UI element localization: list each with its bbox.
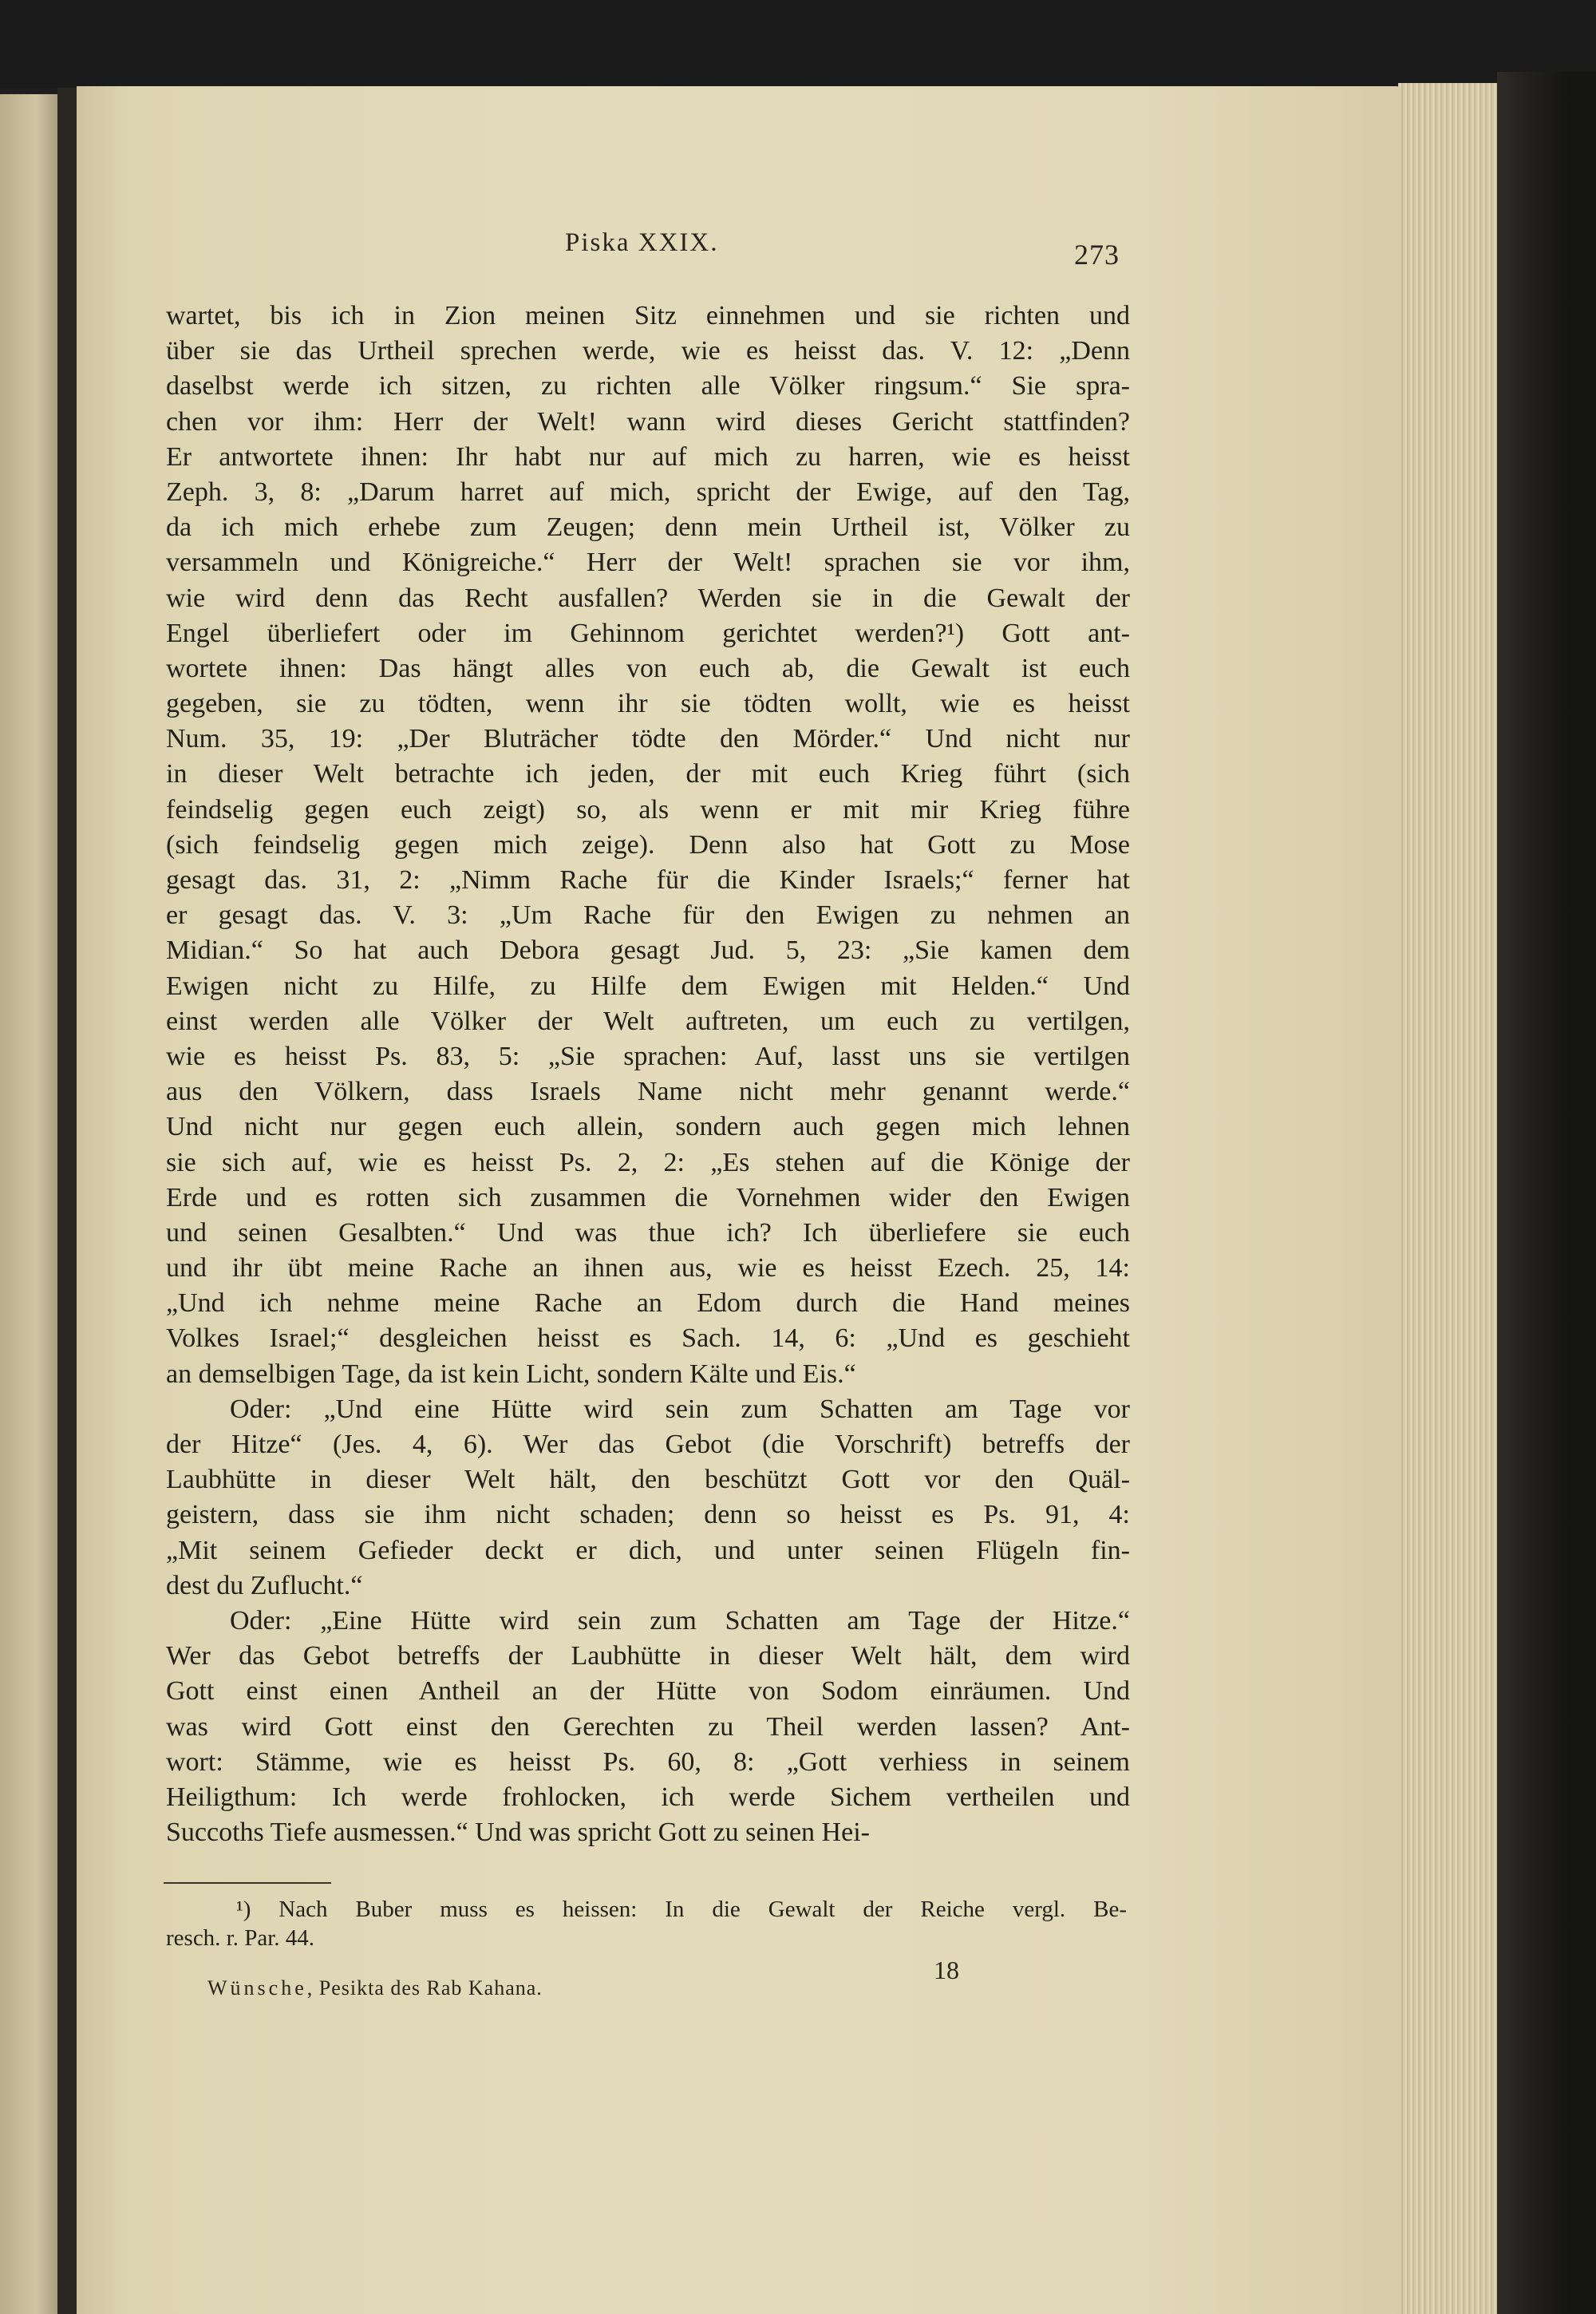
background bbox=[0, 0, 1596, 88]
text-line: Und nicht nur gegen euch allein, sondern auch gegen mich lehnen bbox=[166, 1112, 1130, 1142]
sheet-number: 18 bbox=[934, 1956, 959, 1984]
text-line: versammeln und Königreiche.“ Herr der Welt! sprachen sie vor ihm, bbox=[166, 548, 1130, 578]
text-line: wie wird denn das Recht ausfallen? Werden sie in die Gewalt der bbox=[166, 583, 1130, 613]
text-line: „Mit seinem Gefieder deckt er dich, und unter seinen Flügeln fin- bbox=[166, 1535, 1130, 1565]
text-line: da ich mich erhebe zum Zeugen; denn mein Urtheil ist, Völker zu bbox=[166, 512, 1130, 543]
printer-signature bbox=[207, 1976, 543, 2000]
text-line: wortete ihnen: Das hängt alles von euch ab, die Gewalt ist euch bbox=[166, 653, 1130, 683]
text-line: Heiligthum: Ich werde frohlocken, ich werde Sichem vertheilen und bbox=[166, 1782, 1130, 1812]
text-line: Midian.“ So hat auch Debora gesagt Jud. 5, 23: „Sie kamen dem bbox=[166, 935, 1130, 966]
footnote-line: ¹) Nach Buber muss es heissen: In die Gewalt der Reiche vergl. Be- bbox=[236, 1897, 1127, 1922]
page-number: 273 bbox=[1074, 239, 1120, 271]
text-line: Volkes Israel;“ desgleichen heisst es Sach. 14, 6: „Und es geschieht bbox=[166, 1323, 1130, 1354]
signature-title: , Pesikta des Rab Kahana. bbox=[306, 1976, 543, 2000]
text-line: Laubhütte in dieser Welt hält, den beschützt Gott vor den Quäl- bbox=[166, 1465, 1130, 1495]
text-line: Num. 35, 19: „Der Bluträcher tödte den Mörder.“ Und nicht nur bbox=[166, 724, 1130, 754]
text-line: chen vor ihm: Herr der Welt! wann wird dieses Gericht stattfinden? bbox=[166, 406, 1130, 437]
text-line: Wer das Gebot betreffs der Laubhütte in dieser Welt hält, dem wird bbox=[166, 1641, 1130, 1671]
text-line: daselbst werde ich sitzen, zu richten alle Völker ringsum.“ Sie spra- bbox=[166, 371, 1130, 401]
text-line: wie es heisst Ps. 83, 5: „Sie sprachen: Auf, lasst uns sie vertilgen bbox=[166, 1041, 1130, 1071]
page-edges bbox=[1398, 83, 1502, 2314]
text-line: geistern, dass sie ihm nicht schaden; denn so heisst es Ps. 91, 4: bbox=[166, 1500, 1130, 1530]
body-text bbox=[166, 299, 1130, 1850]
text-line: wort: Stämme, wie es heisst Ps. 60, 8: „Gott verhiess in seinem bbox=[166, 1746, 1130, 1777]
text-line: Oder: „Und eine Hütte wird sein zum Schatten am Tage vor bbox=[230, 1394, 1130, 1424]
right-cover-board bbox=[1497, 72, 1596, 2314]
footnote bbox=[166, 1895, 1127, 1952]
text-line: einst werden alle Völker der Welt auftreten, um euch zu vertilgen, bbox=[166, 1006, 1130, 1036]
text-line: in dieser Welt betrachte ich jeden, der mit euch Krieg führt (sich bbox=[166, 759, 1130, 789]
text-line: „Und ich nehme meine Rache an Edom durch die Hand meines bbox=[166, 1288, 1130, 1319]
signature-author: Wünsche bbox=[207, 1976, 307, 2000]
text-line: wartet, bis ich in Zion meinen Sitz einnehmen und sie richten und bbox=[166, 301, 1130, 330]
text-line: und ihr übt meine Rache an ihnen aus, wie es heisst Ezech. 25, 14: bbox=[166, 1253, 1130, 1284]
text-line: der Hitze“ (Jes. 4, 6). Wer das Gebot (die Vorschrift) betreffs der bbox=[166, 1430, 1130, 1459]
running-head: Piska XXIX. bbox=[565, 228, 719, 257]
left-page-edge bbox=[0, 94, 65, 2314]
text-line: an demselbigen Tage, da ist kein Licht, sondern Kälte und Eis.“ bbox=[166, 1359, 856, 1389]
text-line: gegeben, sie zu tödten, wenn ihr sie tödten wollt, wie es heisst bbox=[166, 689, 1130, 719]
text-line: feindselig gegen euch zeigt) so, als wenn er mit mir Krieg führe bbox=[166, 794, 1130, 825]
footnote-line: resch. r. Par. 44. bbox=[166, 1925, 315, 1951]
text-line: und seinen Gesalbten.“ Und was thue ich? Ich überliefere sie euch bbox=[166, 1217, 1130, 1248]
text-line: Oder: „Eine Hütte wird sein zum Schatten am Tage der Hitze.“ bbox=[230, 1605, 1130, 1636]
text-line: Er antwortete ihnen: Ihr habt nur auf mich zu harren, wie es heisst bbox=[166, 441, 1130, 472]
text-line: über sie das Urtheil sprechen werde, wie es heisst das. V. 12: „Denn bbox=[166, 336, 1130, 366]
page-header bbox=[166, 228, 1140, 276]
text-line: dest du Zuflucht.“ bbox=[166, 1570, 363, 1600]
text-line: (sich feindselig gegen mich zeige). Denn also hat Gott zu Mose bbox=[166, 829, 1130, 860]
text-line: Succoths Tiefe ausmessen.“ Und was spricht Gott zu seinen Hei- bbox=[166, 1818, 870, 1848]
text-line: er gesagt das. V. 3: „Um Rache für den Ewigen zu nehmen an bbox=[166, 900, 1130, 931]
text-line: Zeph. 3, 8: „Darum harret auf mich, spricht der Ewige, auf den Tag, bbox=[166, 477, 1130, 507]
text-line: was wird Gott einst den Gerechten zu Theil werden lassen? Ant- bbox=[166, 1711, 1130, 1742]
text-line: Erde und es rotten sich zusammen die Vornehmen wider den Ewigen bbox=[166, 1182, 1130, 1212]
text-line: aus den Völkern, dass Israels Name nicht mehr genannt werde.“ bbox=[166, 1077, 1130, 1107]
text-line: Gott einst einen Antheil an der Hütte von Sodom einräumen. Und bbox=[166, 1676, 1130, 1707]
text-line: gesagt das. 31, 2: „Nimm Rache für die Kinder Israels;“ ferner hat bbox=[166, 865, 1130, 895]
text-line: sie sich auf, wie es heisst Ps. 2, 2: „Es stehen auf die Könige der bbox=[166, 1147, 1130, 1177]
text-line: Engel überliefert oder im Gehinnom gerichtet werden?¹) Gott ant- bbox=[166, 618, 1130, 648]
text-line: Ewigen nicht zu Hilfe, zu Hilfe dem Ewigen mit Helden.“ Und bbox=[166, 971, 1130, 1001]
footnote-rule bbox=[164, 1882, 331, 1884]
